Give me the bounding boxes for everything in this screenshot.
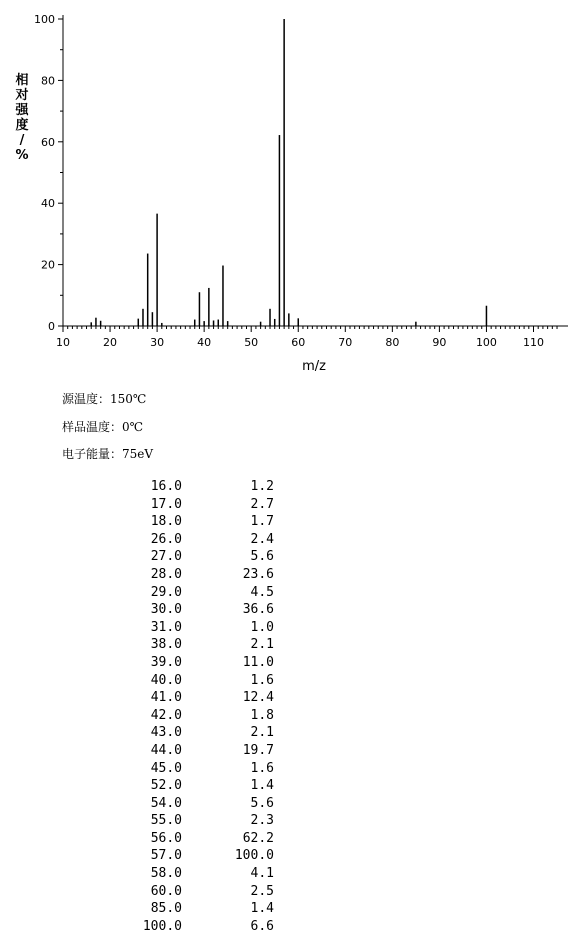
spectrum-bar [142, 309, 144, 326]
abundance-value: 1.6 [250, 760, 274, 776]
spectrum-bar [269, 309, 271, 326]
abundance-value: 62.2 [242, 830, 274, 846]
x-tick-label: 60 [291, 336, 306, 349]
spectrum-bars [90, 19, 487, 326]
mz-value: 54.0 [150, 795, 182, 811]
y-axis-label-char: % [15, 148, 29, 163]
table-row [100, 689, 274, 707]
spectrum-bar [213, 320, 215, 326]
y-tick-label: 0 [48, 320, 55, 333]
peak-table [100, 478, 274, 935]
electron-energy: 电子能量：75eV [62, 447, 154, 461]
spectrum-bar [161, 323, 163, 326]
abundance-value: 5.6 [250, 549, 274, 565]
spectrum-bar [203, 321, 205, 326]
abundance-value: 1.4 [250, 901, 274, 917]
spectrum-bar [288, 313, 290, 326]
x-tick-label: 30 [150, 336, 165, 349]
table-row [100, 672, 274, 690]
abundance-value: 2.1 [250, 637, 274, 653]
mz-value: 58.0 [150, 866, 182, 882]
abundance-value: 12.4 [242, 690, 274, 706]
x-tick-label: 100 [475, 336, 497, 349]
mz-value: 44.0 [150, 742, 182, 758]
table-row [100, 742, 274, 760]
x-tick-label: 110 [523, 336, 544, 349]
mz-value: 100.0 [142, 918, 182, 934]
mz-value: 55.0 [150, 813, 182, 829]
y-tick-label: 40 [41, 197, 55, 211]
mz-value: 56.0 [150, 830, 182, 846]
table-row [100, 883, 274, 901]
mz-value: 41.0 [150, 690, 182, 706]
spectrum-bar [283, 19, 285, 326]
x-tick-label: 40 [197, 336, 212, 349]
table-row [100, 584, 274, 602]
abundance-value: 2.3 [250, 813, 274, 829]
table-row [100, 566, 274, 584]
mz-value: 38.0 [150, 637, 182, 653]
table-row [100, 777, 274, 795]
table-row [100, 548, 274, 566]
table-row [100, 900, 274, 918]
mz-value: 43.0 [150, 725, 182, 741]
spectrum-bar [152, 312, 154, 326]
abundance-value: 1.0 [250, 619, 274, 635]
source-temperature: 源温度：150℃ [62, 392, 147, 406]
spectrum-bar [222, 266, 224, 326]
abundance-value: 2.4 [250, 531, 274, 547]
y-axis-label-char: 强 [15, 103, 29, 118]
table-row [100, 496, 274, 514]
y-axis-label-char: 对 [15, 88, 29, 103]
abundance-value: 1.4 [250, 778, 274, 794]
spectrum-bar [486, 306, 488, 326]
abundance-value: 19.7 [242, 742, 274, 758]
spectrum-bar [199, 292, 201, 326]
table-row [100, 513, 274, 531]
mass-spectrum-chart [0, 0, 570, 380]
y-axis-label-char: 相 [15, 73, 29, 88]
x-tick-label: 80 [385, 336, 400, 349]
chart-axes [34, 13, 568, 349]
spectrum-bar [274, 319, 276, 326]
spectrum-bar [415, 322, 417, 326]
table-row [100, 707, 274, 725]
mz-value: 17.0 [150, 496, 182, 512]
mz-value: 40.0 [150, 672, 182, 688]
mz-value: 60.0 [150, 883, 182, 899]
x-tick-label: 20 [103, 336, 118, 349]
mz-value: 57.0 [150, 848, 182, 864]
table-row [100, 724, 274, 742]
abundance-value: 11.0 [242, 654, 274, 670]
table-row [100, 760, 274, 778]
y-tick-label: 80 [41, 74, 55, 88]
spectrum-bar [156, 214, 158, 326]
mz-value: 16.0 [150, 479, 182, 494]
table-row [100, 795, 274, 813]
table-row [100, 865, 274, 883]
abundance-value: 4.1 [250, 866, 274, 882]
abundance-value: 2.7 [250, 496, 274, 512]
y-tick-label: 60 [41, 135, 55, 149]
spectrum-bar [298, 318, 300, 326]
spectrum-bar [95, 318, 97, 326]
table-row [100, 636, 274, 654]
spectrum-bar [279, 135, 281, 326]
abundance-value: 1.6 [250, 672, 274, 688]
mz-value: 31.0 [150, 619, 182, 635]
table-row [100, 531, 274, 549]
mz-value: 27.0 [150, 549, 182, 565]
table-row [100, 830, 274, 848]
spectrum-bar [147, 254, 149, 326]
y-axis-label-char: 度 [15, 118, 29, 133]
abundance-value: 36.6 [242, 602, 274, 618]
mz-value: 30.0 [150, 602, 182, 618]
sample-temperature: 样品温度：0℃ [62, 420, 144, 434]
y-axis-label-char: / [19, 133, 25, 148]
abundance-value: 100.0 [234, 848, 274, 864]
mz-value: 26.0 [150, 531, 182, 547]
spectrum-bar [90, 322, 92, 326]
mz-value: 29.0 [150, 584, 182, 600]
x-tick-label: 50 [244, 336, 259, 349]
mz-value: 39.0 [150, 654, 182, 670]
x-tick-label: 70 [338, 336, 353, 349]
spectrum-bar [138, 319, 140, 326]
mz-value: 18.0 [150, 514, 182, 530]
spectrum-bar [208, 288, 210, 326]
spectrum-bar [100, 321, 102, 326]
spectrum-bar [218, 320, 220, 326]
y-tick-label: 20 [41, 258, 55, 272]
mz-value: 52.0 [150, 778, 182, 794]
abundance-value: 1.2 [250, 479, 274, 494]
table-row [100, 478, 274, 496]
abundance-value: 1.7 [250, 514, 274, 530]
spectrum-bar [194, 320, 196, 326]
table-row [100, 918, 274, 936]
abundance-value: 23.6 [242, 566, 274, 582]
spectrum-bar [227, 321, 229, 326]
mz-value: 85.0 [150, 901, 182, 917]
abundance-value: 2.1 [250, 725, 274, 741]
mz-value: 42.0 [150, 707, 182, 723]
y-tick-label: 100 [34, 13, 55, 26]
abundance-value: 6.6 [250, 918, 274, 934]
abundance-value: 2.5 [250, 883, 274, 899]
table-row [100, 812, 274, 830]
mz-value: 45.0 [150, 760, 182, 776]
table-row [100, 601, 274, 619]
table-row [100, 619, 274, 637]
mz-value: 28.0 [150, 566, 182, 582]
peak-table-body [100, 478, 274, 935]
abundance-value: 4.5 [250, 584, 274, 600]
spectrum-bar [260, 322, 262, 326]
table-row [100, 654, 274, 672]
y-axis-label [14, 72, 29, 163]
table-row [100, 847, 274, 865]
x-axis-label: m/z [302, 359, 326, 374]
abundance-value: 1.8 [250, 707, 274, 723]
abundance-value: 5.6 [250, 795, 274, 811]
x-tick-label: 90 [432, 336, 447, 349]
x-tick-label: 10 [56, 336, 70, 349]
